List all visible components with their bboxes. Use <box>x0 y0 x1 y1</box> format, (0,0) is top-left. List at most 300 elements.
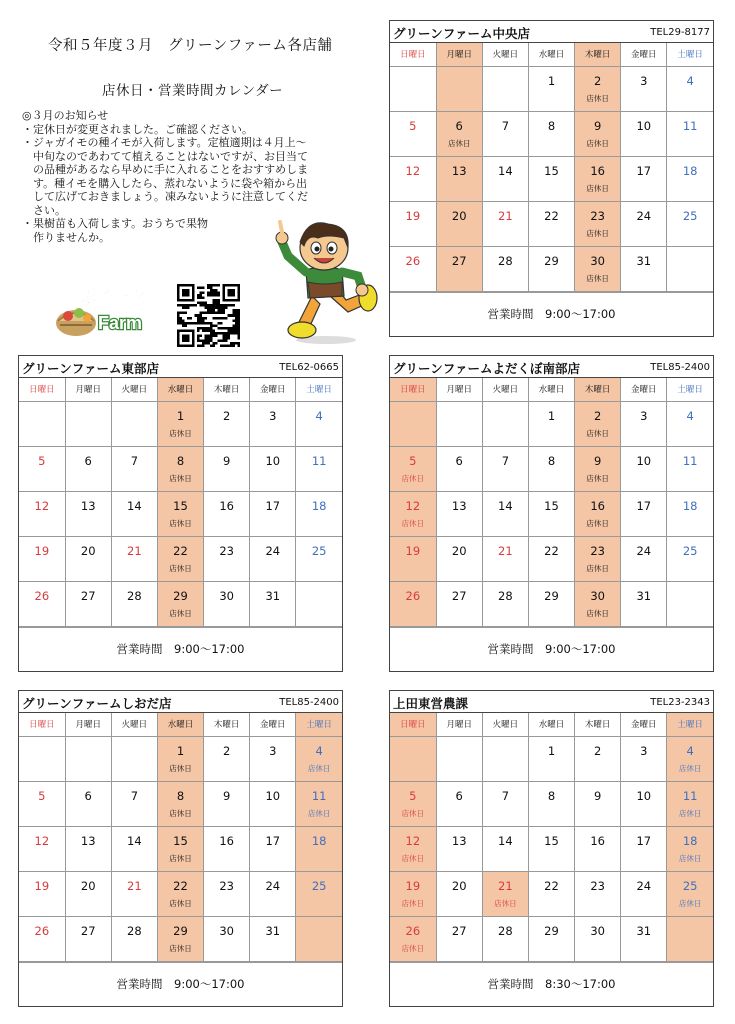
weekday-header: 土曜日 <box>667 713 713 736</box>
day-cell <box>621 736 667 781</box>
day-number: 8 <box>547 453 556 468</box>
business-hours: 営業時間 9:00～17:00 <box>19 627 342 671</box>
empty-cell <box>296 916 342 961</box>
day-number: 2 <box>593 408 602 423</box>
day-cell <box>157 536 203 581</box>
weekday-header: 日曜日 <box>19 378 65 401</box>
day-number: 8 <box>547 788 556 803</box>
day-number: 24 <box>265 878 281 893</box>
day-cell <box>390 446 436 491</box>
day-number: 4 <box>686 73 694 88</box>
empty-cell <box>296 581 342 626</box>
day-cell <box>575 201 621 246</box>
store-header <box>19 356 342 378</box>
day-number: 2 <box>593 73 602 88</box>
empty-cell <box>436 736 482 781</box>
notice-line: さい。 <box>22 203 66 217</box>
day-cell <box>667 201 713 246</box>
day-cell <box>390 536 436 581</box>
day-number: 2 <box>222 408 231 423</box>
closed-label: 店休日 <box>401 853 425 863</box>
day-number: 19 <box>405 878 421 893</box>
day-cell <box>436 246 482 291</box>
day-number: 13 <box>80 498 96 513</box>
notice-line: ・定休日が変更されました。ご確認ください。 <box>22 122 253 136</box>
day-number: 9 <box>222 453 231 468</box>
day-cell <box>621 156 667 201</box>
day-cell <box>204 401 250 446</box>
day-cell <box>65 871 111 916</box>
day-number: 5 <box>38 453 46 468</box>
day-number: 23 <box>219 543 234 558</box>
day-cell <box>436 201 482 246</box>
day-cell <box>575 536 621 581</box>
calendar-yodakubo-nanbu <box>389 355 714 672</box>
day-cell <box>621 491 667 536</box>
closed-label: 店休日 <box>586 428 609 438</box>
day-cell <box>667 111 713 156</box>
day-number: 16 <box>590 833 605 848</box>
store-phone: TEL62-0665 <box>279 362 339 373</box>
day-number: 12 <box>34 833 50 848</box>
day-cell <box>111 871 157 916</box>
empty-cell <box>482 66 528 111</box>
closed-label: 店休日 <box>401 943 425 953</box>
day-cell <box>390 871 436 916</box>
day-number: 29 <box>173 588 188 603</box>
day-number: 18 <box>311 833 327 848</box>
day-cell <box>250 491 296 536</box>
day-cell <box>157 916 203 961</box>
weekday-header: 木曜日 <box>204 378 250 401</box>
business-hours: 営業時間 8:30～17:00 <box>390 962 713 1006</box>
day-number: 12 <box>405 163 421 178</box>
day-cell <box>436 871 482 916</box>
empty-cell <box>667 581 713 626</box>
day-number: 31 <box>265 923 281 938</box>
day-cell <box>65 491 111 536</box>
day-number: 18 <box>311 498 327 513</box>
day-cell <box>482 536 528 581</box>
day-cell <box>111 826 157 871</box>
closed-label: 店休日 <box>586 473 609 483</box>
day-number: 28 <box>127 588 142 603</box>
day-number: 21 <box>127 878 142 893</box>
day-cell <box>296 536 342 581</box>
day-cell <box>575 66 621 111</box>
day-cell <box>65 446 111 491</box>
day-number: 31 <box>636 253 652 268</box>
day-number: 31 <box>636 588 652 603</box>
closed-label: 店休日 <box>169 563 192 573</box>
day-cell <box>528 826 574 871</box>
day-cell <box>575 581 621 626</box>
day-number: 4 <box>686 743 694 758</box>
day-number: 27 <box>451 923 467 938</box>
weekday-header: 火曜日 <box>111 713 157 736</box>
closed-label: 店休日 <box>586 228 609 238</box>
qr-code[interactable] <box>177 284 240 347</box>
day-cell <box>621 826 667 871</box>
day-cell <box>19 826 65 871</box>
day-number: 7 <box>501 118 510 133</box>
day-number: 26 <box>405 588 421 603</box>
day-cell <box>575 826 621 871</box>
day-number: 19 <box>405 543 421 558</box>
weekday-header: 金曜日 <box>621 378 667 401</box>
store-phone: TEL29-8177 <box>650 27 710 38</box>
day-cell <box>482 446 528 491</box>
day-cell <box>250 916 296 961</box>
calendar-chuo <box>389 20 714 337</box>
closed-label: 店休日 <box>586 563 609 573</box>
weekday-header: 日曜日 <box>390 713 436 736</box>
closed-label: 店休日 <box>169 473 192 483</box>
weekday-header: 木曜日 <box>575 713 621 736</box>
closed-label: 店休日 <box>678 853 702 863</box>
day-cell <box>621 111 667 156</box>
day-number: 24 <box>265 543 281 558</box>
day-cell <box>19 581 65 626</box>
weekday-header: 日曜日 <box>390 43 436 66</box>
day-number: 28 <box>498 253 513 268</box>
day-number: 26 <box>34 923 50 938</box>
empty-cell <box>111 736 157 781</box>
page-title: 令和５年度３月 グリーンファーム各店舗 <box>48 38 333 54</box>
closed-label: 店休日 <box>678 763 702 773</box>
day-number: 4 <box>315 743 323 758</box>
day-cell <box>528 156 574 201</box>
day-cell <box>482 201 528 246</box>
day-number: 27 <box>80 588 96 603</box>
day-cell <box>621 871 667 916</box>
day-number: 1 <box>547 73 556 88</box>
day-cell <box>667 826 713 871</box>
day-number: 15 <box>173 833 188 848</box>
day-cell <box>575 871 621 916</box>
day-number: 6 <box>455 453 463 468</box>
day-cell <box>204 736 250 781</box>
day-cell <box>575 736 621 781</box>
day-cell <box>667 536 713 581</box>
day-cell <box>204 491 250 536</box>
day-number: 11 <box>311 453 327 468</box>
store-name: グリーンファームよだくぼ南部店 <box>393 361 581 376</box>
day-cell <box>482 916 528 961</box>
day-number: 20 <box>451 208 467 223</box>
day-cell <box>528 916 574 961</box>
day-cell <box>528 66 574 111</box>
day-number: 7 <box>130 788 139 803</box>
day-cell <box>250 536 296 581</box>
weekday-header: 土曜日 <box>667 43 713 66</box>
day-cell <box>157 736 203 781</box>
weekday-header: 金曜日 <box>250 378 296 401</box>
day-cell <box>65 581 111 626</box>
day-number: 13 <box>80 833 96 848</box>
day-cell <box>19 491 65 536</box>
day-cell <box>296 446 342 491</box>
day-cell <box>482 491 528 536</box>
day-number: 22 <box>544 543 559 558</box>
day-number: 30 <box>219 923 234 938</box>
day-cell <box>111 581 157 626</box>
day-cell <box>250 446 296 491</box>
weekday-header: 土曜日 <box>296 713 342 736</box>
day-cell <box>65 781 111 826</box>
day-number: 26 <box>405 253 421 268</box>
day-number: 27 <box>451 588 467 603</box>
day-number: 15 <box>544 833 559 848</box>
store-phone: TEL85-2400 <box>279 697 339 708</box>
day-cell <box>19 446 65 491</box>
business-hours: 営業時間 9:00～17:00 <box>390 627 713 671</box>
day-cell <box>157 826 203 871</box>
day-number: 20 <box>451 878 467 893</box>
empty-cell <box>390 66 436 111</box>
day-cell <box>575 246 621 291</box>
closed-label: 店休日 <box>494 898 517 908</box>
day-number: 28 <box>127 923 142 938</box>
calendar-grid <box>19 378 342 627</box>
day-number: 7 <box>501 453 510 468</box>
notice-line: 作りませんか。 <box>22 230 110 244</box>
day-cell <box>482 246 528 291</box>
day-number: 25 <box>682 878 698 893</box>
day-number: 14 <box>127 498 142 513</box>
day-number: 1 <box>176 408 185 423</box>
day-cell <box>296 871 342 916</box>
day-cell <box>111 536 157 581</box>
day-number: 10 <box>265 453 281 468</box>
day-number: 11 <box>311 788 327 803</box>
day-cell <box>528 581 574 626</box>
day-cell <box>667 491 713 536</box>
day-cell <box>390 156 436 201</box>
weekday-header: 木曜日 <box>204 713 250 736</box>
day-number: 24 <box>636 543 652 558</box>
closed-label: 店休日 <box>307 763 331 773</box>
day-cell <box>528 781 574 826</box>
day-number: 3 <box>640 408 648 423</box>
day-number: 21 <box>498 543 513 558</box>
day-cell <box>296 736 342 781</box>
day-cell <box>157 446 203 491</box>
day-cell <box>436 536 482 581</box>
day-number: 25 <box>682 543 698 558</box>
day-cell <box>65 826 111 871</box>
notice-line: の品種があるなら早めに手に入れることをおすすめしま <box>22 163 309 176</box>
day-number: 12 <box>34 498 50 513</box>
calendar-ueda-higashi <box>389 690 714 1007</box>
day-number: 6 <box>455 118 463 133</box>
calendar-grid <box>390 713 713 962</box>
logo-text-farm: Farm <box>98 313 143 333</box>
store-name: グリーンファーム中央店 <box>393 26 531 41</box>
closed-label: 店休日 <box>401 808 425 818</box>
pochitto-farm-logo <box>52 283 158 341</box>
day-number: 25 <box>682 208 698 223</box>
page-subtitle: 店休日・営業時間カレンダー <box>102 83 284 99</box>
day-number: 28 <box>498 923 513 938</box>
day-number: 22 <box>173 543 188 558</box>
day-number: 25 <box>311 543 327 558</box>
day-cell <box>65 536 111 581</box>
closed-label: 店休日 <box>586 93 609 103</box>
day-cell <box>390 491 436 536</box>
closed-label: 店休日 <box>586 273 609 283</box>
day-number: 1 <box>547 408 556 423</box>
day-number: 19 <box>405 208 421 223</box>
day-cell <box>575 916 621 961</box>
day-number: 2 <box>222 743 231 758</box>
day-number: 20 <box>80 878 96 893</box>
day-cell <box>482 111 528 156</box>
weekday-header: 木曜日 <box>575 43 621 66</box>
day-cell <box>157 871 203 916</box>
day-cell <box>111 446 157 491</box>
empty-cell <box>667 246 713 291</box>
weekday-header: 火曜日 <box>482 378 528 401</box>
day-cell <box>436 446 482 491</box>
calendar-grid <box>19 713 342 962</box>
weekday-header: 水曜日 <box>157 378 203 401</box>
day-cell <box>621 246 667 291</box>
day-number: 29 <box>544 588 559 603</box>
day-number: 11 <box>682 118 698 133</box>
empty-cell <box>436 66 482 111</box>
weekday-header: 火曜日 <box>482 713 528 736</box>
day-number: 28 <box>498 588 513 603</box>
empty-cell <box>65 736 111 781</box>
business-hours: 営業時間 9:00～17:00 <box>390 292 713 336</box>
weekday-header: 金曜日 <box>621 713 667 736</box>
day-cell <box>621 581 667 626</box>
day-cell <box>390 916 436 961</box>
day-cell <box>575 156 621 201</box>
day-number: 24 <box>636 208 652 223</box>
closed-label: 店休日 <box>401 473 425 483</box>
empty-cell <box>667 916 713 961</box>
day-cell <box>482 781 528 826</box>
day-cell <box>390 581 436 626</box>
day-cell <box>436 826 482 871</box>
day-cell <box>19 916 65 961</box>
weekday-header: 金曜日 <box>621 43 667 66</box>
day-cell <box>390 246 436 291</box>
day-cell <box>436 491 482 536</box>
day-number: 20 <box>451 543 467 558</box>
day-number: 9 <box>593 453 602 468</box>
day-number: 24 <box>636 878 652 893</box>
day-number: 13 <box>451 498 467 513</box>
day-number: 23 <box>590 878 605 893</box>
day-number: 26 <box>405 923 421 938</box>
day-cell <box>436 156 482 201</box>
day-cell <box>621 201 667 246</box>
day-number: 10 <box>636 118 652 133</box>
day-number: 31 <box>265 588 281 603</box>
day-number: 6 <box>84 788 92 803</box>
day-number: 11 <box>682 788 698 803</box>
day-number: 30 <box>219 588 234 603</box>
day-number: 6 <box>84 453 92 468</box>
day-number: 23 <box>219 878 234 893</box>
business-hours: 営業時間 9:00～17:00 <box>19 962 342 1006</box>
day-number: 16 <box>590 163 605 178</box>
day-number: 26 <box>34 588 50 603</box>
day-number: 5 <box>409 453 417 468</box>
weekday-header: 土曜日 <box>667 378 713 401</box>
day-number: 27 <box>451 253 467 268</box>
empty-cell <box>482 736 528 781</box>
day-number: 14 <box>498 498 513 513</box>
day-number: 17 <box>636 163 652 178</box>
day-cell <box>436 781 482 826</box>
weekday-header: 月曜日 <box>436 378 482 401</box>
day-cell <box>528 246 574 291</box>
notice-line: ・果樹苗も入荷します。おうちで果物 <box>22 217 209 230</box>
day-number: 5 <box>409 118 417 133</box>
day-number: 17 <box>265 498 281 513</box>
day-cell <box>667 781 713 826</box>
empty-cell <box>111 401 157 446</box>
weekday-header: 木曜日 <box>575 378 621 401</box>
day-number: 3 <box>640 743 648 758</box>
day-number: 30 <box>590 253 605 268</box>
closed-label: 店休日 <box>169 518 192 528</box>
day-cell <box>111 781 157 826</box>
day-number: 12 <box>405 498 421 513</box>
weekday-header: 日曜日 <box>390 378 436 401</box>
day-cell <box>482 581 528 626</box>
day-number: 9 <box>222 788 231 803</box>
empty-cell <box>19 736 65 781</box>
day-number: 30 <box>590 588 605 603</box>
weekday-header: 土曜日 <box>296 378 342 401</box>
day-number: 3 <box>269 743 277 758</box>
day-cell <box>157 781 203 826</box>
day-number: 23 <box>590 543 605 558</box>
day-number: 31 <box>636 923 652 938</box>
empty-cell <box>390 736 436 781</box>
day-cell <box>667 401 713 446</box>
day-cell <box>621 536 667 581</box>
day-cell <box>157 491 203 536</box>
notice-heading: ◎３月のお知らせ <box>22 109 109 122</box>
day-number: 29 <box>544 253 559 268</box>
empty-cell <box>65 401 111 446</box>
day-cell <box>296 491 342 536</box>
closed-label: 店休日 <box>169 428 192 438</box>
day-number: 21 <box>498 878 513 893</box>
day-number: 3 <box>640 73 648 88</box>
calendar-grid <box>390 43 713 292</box>
day-number: 14 <box>498 163 513 178</box>
day-number: 13 <box>451 833 467 848</box>
day-number: 27 <box>80 923 96 938</box>
day-number: 21 <box>127 543 142 558</box>
store-phone: TEL23-2343 <box>650 697 710 708</box>
day-cell <box>250 401 296 446</box>
empty-cell <box>390 401 436 446</box>
closed-label: 店休日 <box>401 898 425 908</box>
day-number: 13 <box>451 163 467 178</box>
weekday-header: 月曜日 <box>65 378 111 401</box>
day-number: 22 <box>544 208 559 223</box>
day-number: 2 <box>593 743 602 758</box>
day-cell <box>19 536 65 581</box>
